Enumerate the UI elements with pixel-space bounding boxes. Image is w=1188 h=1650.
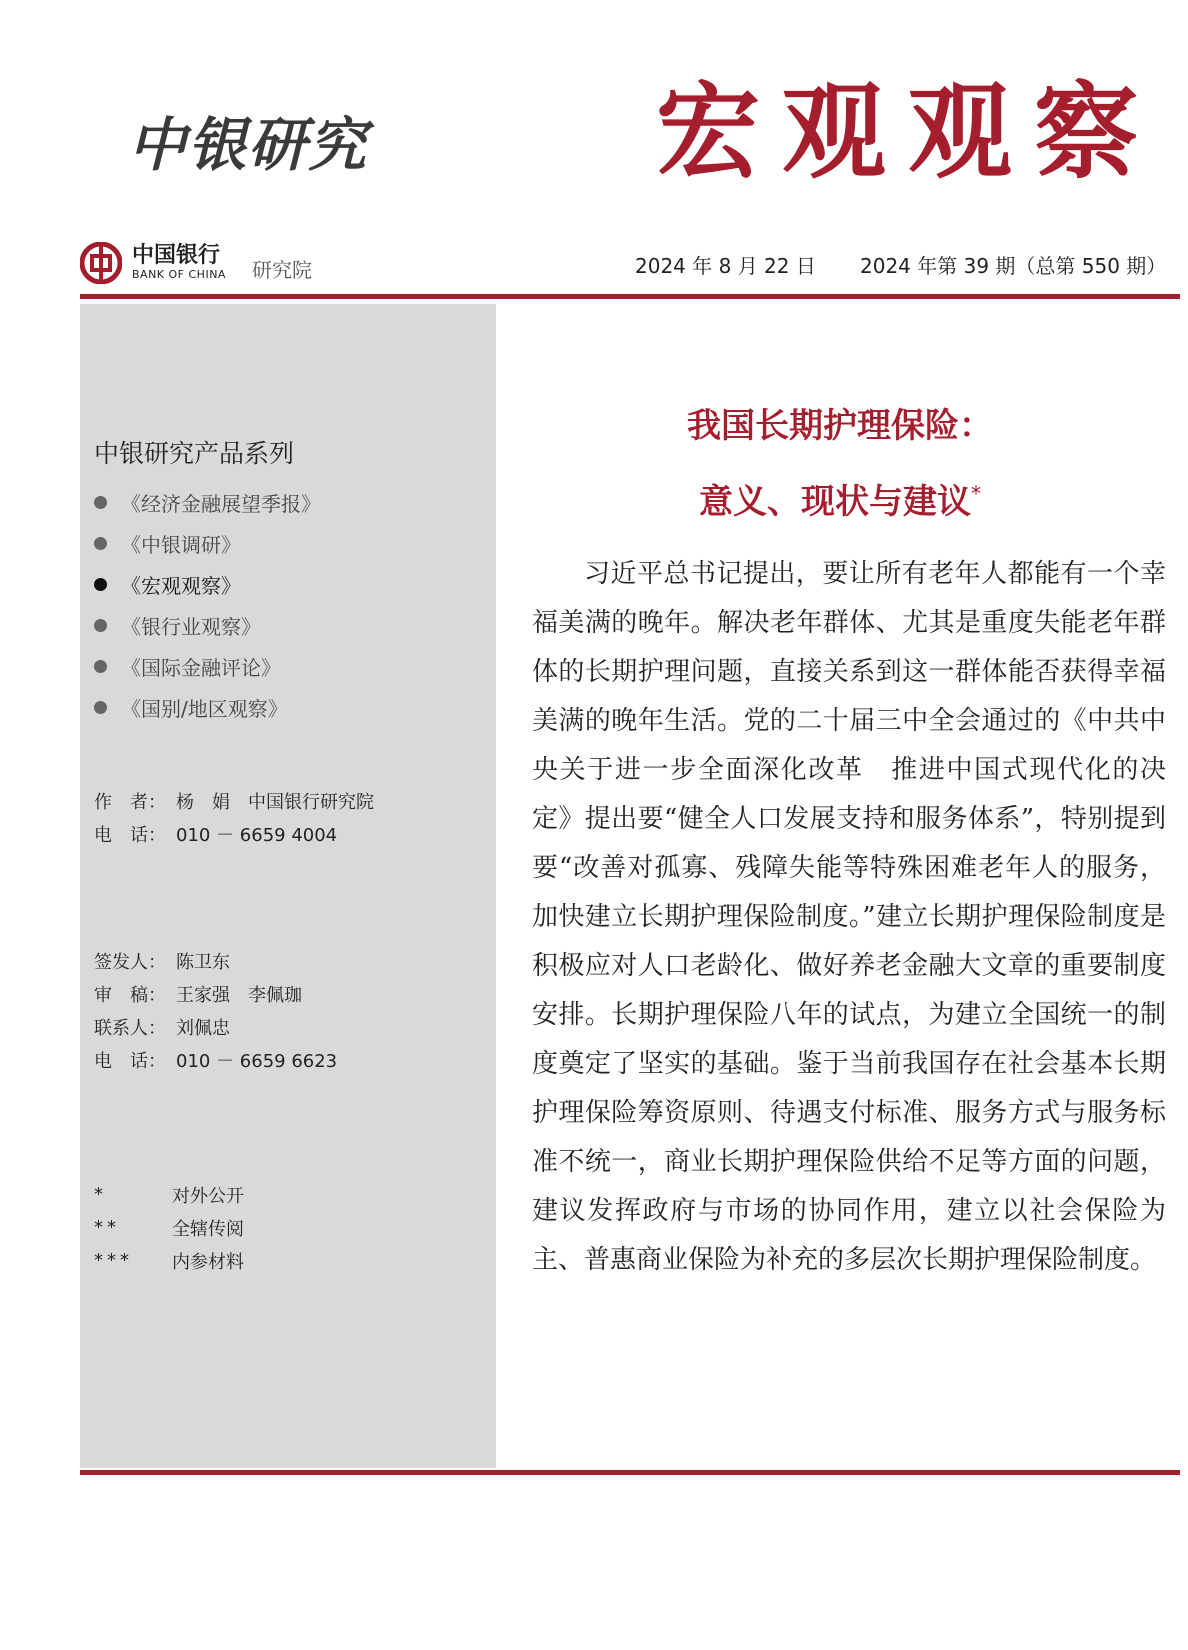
institute-label: 研究院: [252, 258, 312, 282]
bullet-icon: [94, 537, 107, 550]
list-item[interactable]: 《国别/地区观察》: [94, 687, 321, 728]
list-item[interactable]: 《国际金融评论》: [94, 646, 321, 687]
author-phone-label: 电 话：: [94, 824, 166, 846]
legend-symbol: *: [94, 1184, 107, 1205]
reviewer-value: 王家强 李佩珈: [176, 984, 302, 1006]
list-item[interactable]: 《中银调研》: [94, 523, 321, 564]
list-item[interactable]: 《银行业观察》: [94, 605, 321, 646]
article-title-line1: 我国长期护理保险：: [687, 406, 993, 446]
contact-label: 联系人：: [94, 1017, 166, 1039]
brand-calligraphy-logo: 中银研究: [128, 111, 369, 179]
author-info: [94, 784, 374, 850]
publication-date: 2024 年 8 月 22 日: [635, 254, 816, 278]
article-title-line2: 意义、现状与建议*: [699, 481, 981, 522]
bullet-icon: [94, 701, 107, 714]
list-item-active[interactable]: 《宏观观察》: [94, 564, 321, 605]
series-title: 宏观观察: [655, 71, 1160, 193]
sidebar: [80, 304, 496, 1468]
issuer-label: 签发人：: [94, 951, 166, 973]
header-divider: [80, 294, 1180, 299]
author-phone-value: 010 － 6659 4004: [176, 824, 338, 846]
legend-symbol: ***: [94, 1250, 133, 1271]
legend-label: 对外公开: [172, 1185, 244, 1207]
author-value: 杨 娟 中国银行研究院: [176, 791, 374, 813]
footer-divider: [80, 1470, 1180, 1475]
contact-value: 刘佩忠: [176, 1017, 230, 1039]
bullet-icon: [94, 619, 107, 632]
legend-label: 全辖传阅: [172, 1218, 244, 1240]
legend-symbol: **: [94, 1217, 120, 1238]
approval-info: [94, 944, 337, 1076]
contact-phone-label: 电 话：: [94, 1050, 166, 1072]
classification-legend: [94, 1178, 244, 1277]
product-series-list: [94, 482, 321, 728]
bullet-icon: [94, 578, 107, 591]
product-series-heading: 中银研究产品系列: [94, 439, 295, 468]
bullet-icon: [94, 660, 107, 673]
bank-of-china-logo-icon: [80, 242, 122, 284]
article-abstract: 习近平总书记提出，要让所有老年人都能有一个幸福美满的晚年。解决老年群体、尤其是重度失能老年群体的长期护理问题，直接关系到这一群体能否获得幸福美满的晚年生活。党的二十届三中全会通过的《中共中央关于进一步全面深化改革 推进中国式现代化的决定》提出要“健全人口发展支持和服务体系”，特别提到要“改善对孤寡、残障失能等特殊困难老年人的服务，加快建立长期护理保险制度。”建立长期护理保险制度是积极应对人口老龄化、做好养老金融大文章的重要制度安排。长期护理保险八年的试点，为建立全国统一的制度奠定了坚实的基础。鉴于当前我国存在社会基本长期护理保险筹资原则、待遇支付标准、服务方式与服务标准不统一，商业长期护理保险供给不足等方面的问题，建议发挥政府与市场的协同作用，建立以社会保险为主、普惠商业保险为补充的多层次长期护理保险制度。: [532, 559, 1166, 1275]
issue-number: 2024 年第 39 期（总第 550 期）: [860, 254, 1167, 278]
reviewer-label: 审 稿：: [94, 984, 166, 1006]
bank-name-en: BANK OF CHINA: [132, 268, 226, 281]
legend-label: 内参材料: [172, 1251, 244, 1273]
author-label: 作 者：: [94, 791, 166, 813]
list-item[interactable]: 《经济金融展望季报》: [94, 482, 321, 523]
bank-name-cn: 中国银行: [132, 242, 221, 268]
header-info-row: [80, 238, 1180, 288]
issuer-value: 陈卫东: [176, 951, 230, 973]
footnote-mark: *: [971, 481, 981, 506]
contact-phone-value: 010 － 6659 6623: [176, 1050, 338, 1072]
bullet-icon: [94, 496, 107, 509]
